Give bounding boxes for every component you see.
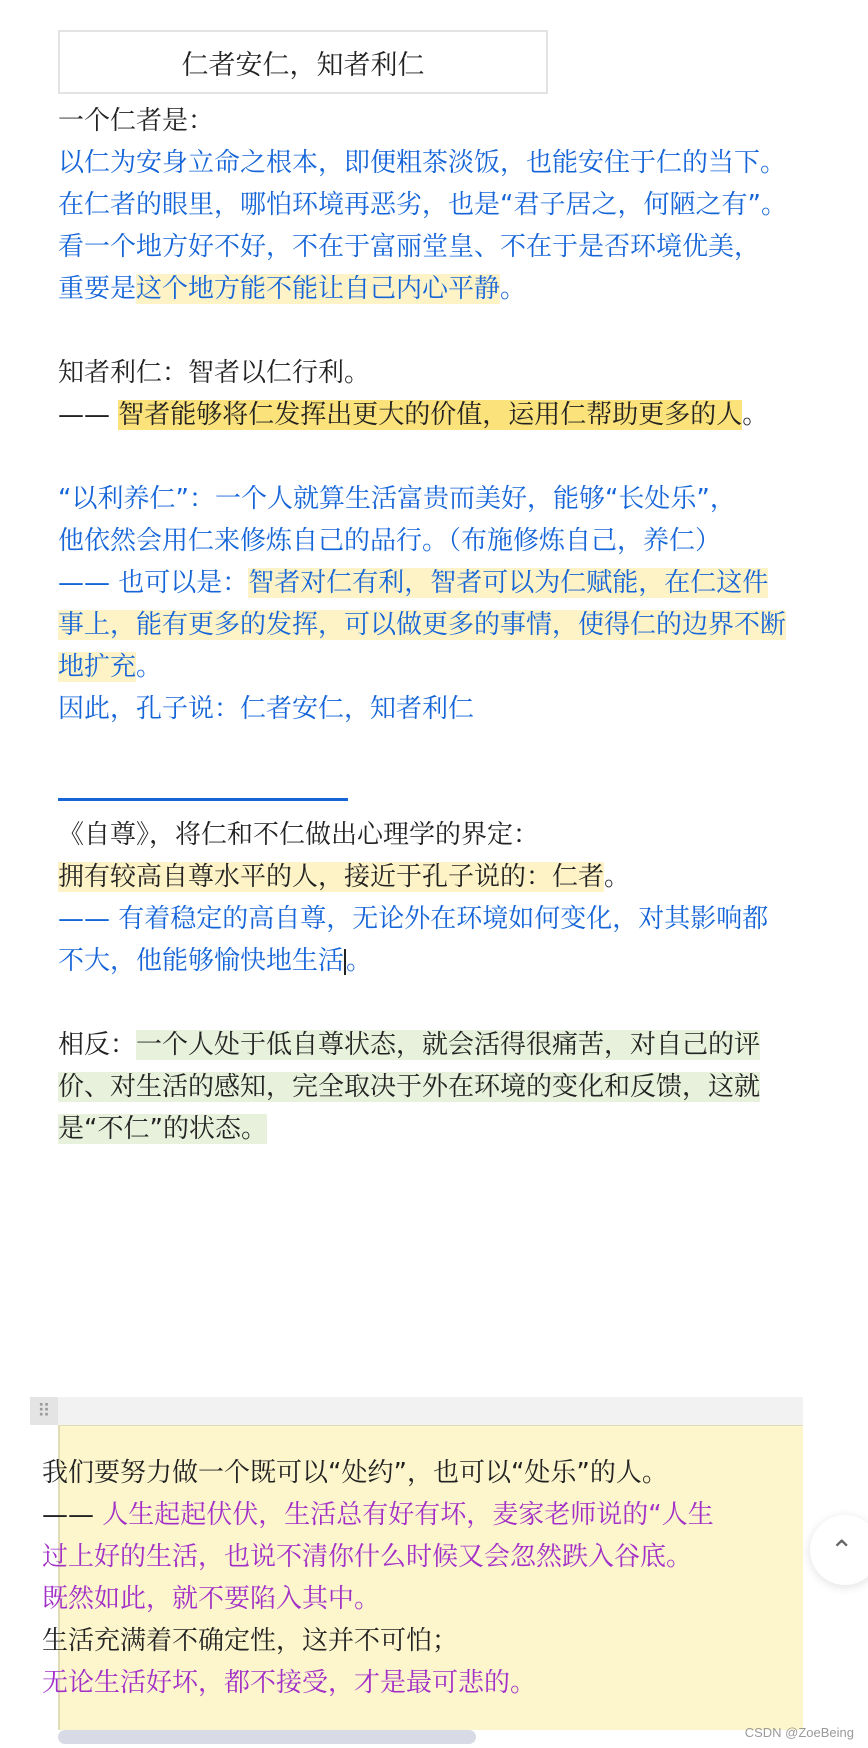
chevron-up-icon: ⌃	[830, 1533, 854, 1567]
section3-highlight-2: 这件事上，能有更多的发挥，可以做更多的事情，使得仁的	[58, 568, 769, 640]
section4-highlight-line	[58, 856, 793, 898]
section2-intro: 知者利仁：智者以仁行利。	[58, 358, 371, 388]
note-line2	[42, 1494, 802, 1536]
title-box	[58, 30, 548, 94]
section2-dash: ——	[58, 400, 119, 430]
note-text	[42, 1452, 802, 1704]
section1-line4	[58, 268, 793, 310]
section3-line3	[58, 562, 793, 688]
drag-handle-icon[interactable]: ⠿	[30, 1397, 58, 1425]
section2-highlight-1: 智者能够将仁发挥出更大的价值，运用仁帮助更多的	[118, 400, 717, 430]
note-line3: 过上好的生活，也说不清你什么时候又会忽然跌入谷底。	[42, 1542, 693, 1572]
note-line5: 生活充满着不确定性，这并不可怕；	[42, 1626, 459, 1656]
document-content[interactable]	[58, 100, 793, 1150]
section4-intro: 《自尊》，将仁和不仁做出心理学的界定：	[58, 820, 540, 850]
section3-line3-suffix: 。	[136, 652, 163, 682]
section3-line2: 他依然会用仁来修炼自己的品行。（布施修炼自己，养仁）	[58, 526, 722, 556]
section2-suffix: 。	[742, 400, 769, 430]
section5-highlight-2: 评价、对生活的感知，完全取决于外在环境的变化和反馈，	[58, 1030, 761, 1102]
horizontal-scrollbar[interactable]	[58, 1730, 803, 1744]
note-line2-text: 人生起起伏伏，生活总有好有坏，麦家老师说的“人生	[102, 1500, 714, 1530]
section4-dash-line-2: 响都不大，他能够愉快地生活	[58, 904, 769, 976]
note-line4: 既然如此，就不要陷入其中。	[42, 1584, 381, 1614]
section1-line4-prefix: 重要是	[58, 274, 137, 304]
section2-highlight-line	[58, 394, 793, 436]
section3-conclusion: 因此，孔子说：仁者安仁，知者利仁	[58, 694, 475, 724]
section1-line2: 在仁者的眼里，哪怕环境再恶劣，也是“君子居之，何陋之有”。	[58, 190, 787, 220]
section5-prefix: 相反：	[58, 1030, 137, 1060]
scroll-to-top-button[interactable]	[810, 1515, 868, 1585]
section5-highlight-1: 一个人处于低自尊状态，就会活得很痛苦，对自己的	[136, 1030, 735, 1060]
section4-dash-line-1: —— 有着稳定的高自尊，无论外在环境如何变化，对其影	[58, 904, 717, 934]
section1-line3: 看一个地方好不好，不在于富丽堂皇、不在于是否环境优美，	[58, 232, 761, 262]
note-line2-dash: ——	[42, 1500, 103, 1530]
section4-highlight: 拥有较高自尊水平的人，接近于孔子说的：仁者	[58, 862, 605, 892]
section5-highlight-3: 这就是“不仁”的状态。	[58, 1072, 761, 1144]
section2-highlight-2: 人	[716, 400, 743, 430]
section1-line4-suffix: 。	[500, 274, 527, 304]
page-title: 仁者安仁，知者利仁	[181, 49, 425, 81]
section1-line1: 以仁为安身立命之根本，即便粗茶淡饭，也能安住于仁的当下。	[58, 148, 787, 178]
section1-intro: 一个仁者是：	[58, 106, 215, 136]
scrollbar-thumb[interactable]	[58, 1730, 476, 1744]
section4-dash-line	[58, 898, 793, 982]
watermark: CSDN @ZoeBeing	[744, 1725, 854, 1740]
note-line6: 无论生活好坏，都不接受，才是最可悲的。	[42, 1668, 537, 1698]
note-line1: 我们要努力做一个既可以“处约”，也可以“处乐”的人。	[42, 1458, 668, 1488]
section3-highlight-3: 边界不断地扩充	[58, 610, 787, 682]
section4-dash-suffix: 。	[346, 946, 373, 976]
note-header	[30, 1397, 803, 1425]
section3-line3-prefix: —— 也可以是：	[58, 568, 249, 598]
section3-line1: “以利养仁”：一个人就算生活富贵而美好，能够“长处乐”，	[58, 484, 736, 514]
section3-highlight-1: 智者对仁有利，智者可以为仁赋能，在仁	[248, 568, 717, 598]
section1-line4-highlight: 这个地方能不能让自己内心平静	[136, 274, 501, 304]
section4-highlight-suffix: 。	[604, 862, 631, 892]
section5-paragraph	[58, 1024, 793, 1150]
divider-rule	[58, 772, 793, 814]
